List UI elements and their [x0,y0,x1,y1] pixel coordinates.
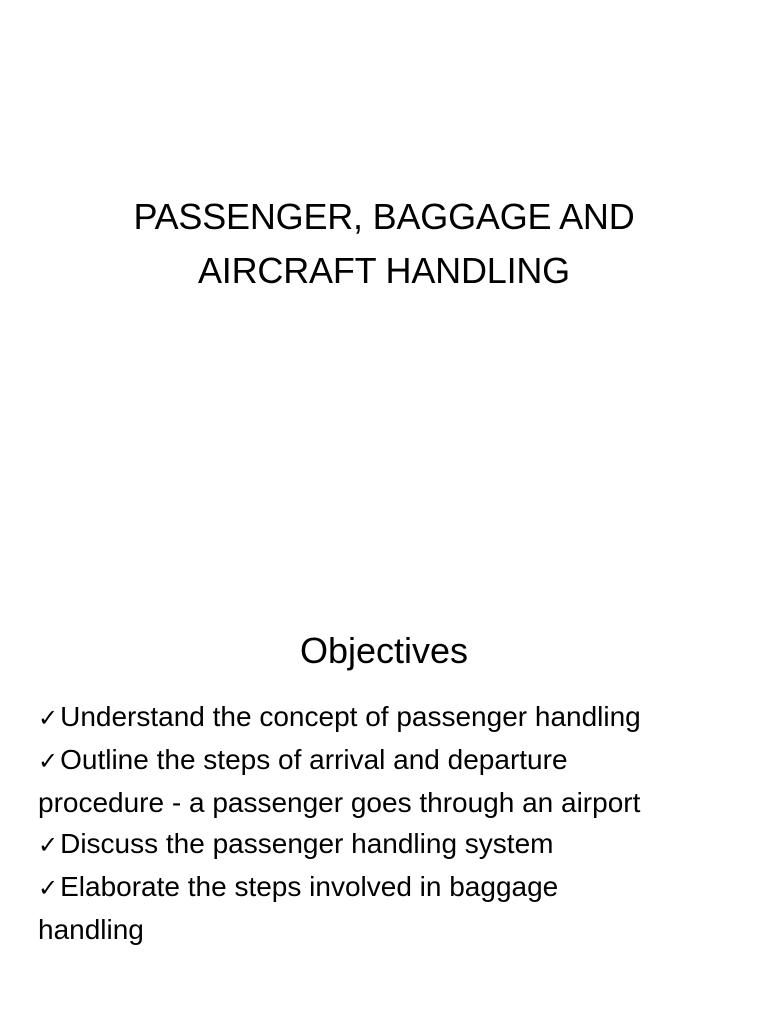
list-item [38,866,658,950]
objectives-heading: Objectives [299,630,469,671]
list-item [38,696,658,739]
list-item-text: Discuss the passenger handling system [60,828,554,859]
check-icon: ✓ [38,874,59,902]
slide-title-line-1: PASSENGER, BAGGAGE AND [133,196,635,237]
check-icon: ✓ [38,831,59,859]
slide-title [0,190,768,298]
objectives-slide [0,576,768,1024]
list-item [38,739,658,823]
list-item-text: Outline the steps of arrival and departure procedure - a passenger goes through an airport [38,744,641,818]
check-icon: ✓ [38,704,59,732]
list-item [38,823,658,866]
slide-title-line-2: AIRCRAFT HANDLING [198,250,570,291]
check-icon: ✓ [38,747,59,775]
list-item-text: Understand the concept of passenger handling [60,701,641,732]
objectives-list [38,696,658,950]
list-item-text: Elaborate the steps involved in baggage handling [38,871,559,945]
